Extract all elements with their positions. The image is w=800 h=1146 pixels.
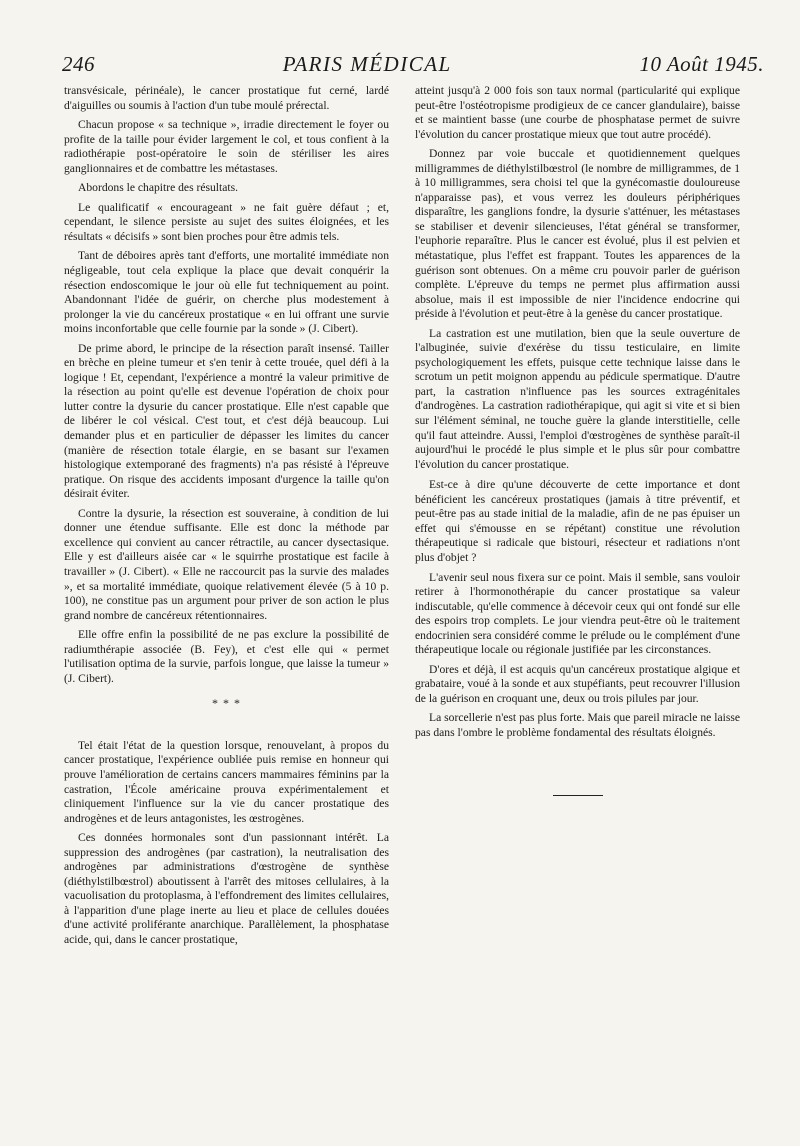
right-column xyxy=(415,84,740,796)
end-rule xyxy=(553,795,603,796)
journal-title: PARIS MÉDICAL xyxy=(282,52,452,76)
paragraph: Ces données hormonales sont d'un passionnant intérêt. La suppression des androgènes (par castration), la neutralisation des androgènes par administrations d'œstrogène de synthèse (diéthylstilbœstrol) aboutissent à l'arrêt des mitoses cellulaires, à la vacuolisation du protoplasma, à l'effondrement des limites cellulaires, à l'apparition d'une plage inerte au lieu et place de cellules douées d'une activité proliférante anarchique. Parallèlement, la phosphatase acide, qui, dans le cancer prostatique, xyxy=(64,831,389,946)
paragraph: Est-ce à dire qu'une découverte de cette importance et dont bénéficient les cancéreux prostatiques (jamais à titre préventif, et peut-être pas au stade initial de la maladie, afin de ne pas épuiser un effet qui s'émousse en se répétant) constitue une révolution thérapeutique si radicale que bistouri, résecteur et radiations n'ont plus d'objet ? xyxy=(415,478,740,564)
running-header xyxy=(62,52,764,82)
paragraph: Contre la dysurie, la résection est souveraine, à condition de lui donner une étendue suffisante. Elle est donc la méthode par excellence qui convient au cancer rétractile, au cancer dysectasique. Elle y est d'ailleurs aisée car « le squirrhe prostatique est facile à travailler » (J. Cibert). « Elle ne raccourcit pas la survie des malades », et sa mortalité immédiate, quoique relativement élevée (5 à 10 p. 100), ne constitue pas un argument pour priver de son action le plus grand nombre de cancéreux rétentionnaires. xyxy=(64,506,389,622)
paragraph: Tel était l'état de la question lorsque, renouvelant, à propos du cancer prostatique, l'expérience oubliée puis remise en honneur qui prouve l'amélioration de certains cancers mammaires féminins par la castration, l'École américaine prouva expérimentalement et cliniquement l'influence sur la vie du cancer prostatique des androgènes et de leurs antagonistes, les œstrogènes. xyxy=(64,738,389,825)
paragraph: La sorcellerie n'est pas plus forte. Mais que pareil miracle ne laisse pas dans l'ombre le problème fondamental des résultats éloignés. xyxy=(415,711,740,739)
paragraph: Chacun propose « sa technique », irradie directement le foyer ou profite de la taille pour évider largement le col, et tous confient à la radiothérapie post-opératoire le soin de stériliser les aires ganglionnaires et de combattre les métastases. xyxy=(64,118,389,175)
page-number: 246 xyxy=(62,52,95,76)
paragraph: De prime abord, le principe de la résection paraît insensé. Tailler en brèche en pleine tumeur et s'en tenir à cette trouée, quel défi à la logique ! Et, cependant, l'expérience a montré la valeur primitive de la résection au point qu'elle est devenue l'opération de choix pour lutter contre la dysurie du cancer prostatique. Elle n'est capable que de libérer le col vésical. C'est tout, et c'est déjà beaucoup. Lui demander plus et en particulier de dépasser les limites du cancer (manière de résection totale élargie, en se basant sur l'examen histologique extemporané des fragments) n'a pas résisté à l'épreuve pratique. On risque des accidents imposant d'urgence la taille qu'on désirait éviter. xyxy=(64,341,389,501)
paragraph: atteint jusqu'à 2 000 fois son taux normal (particularité qui explique peut-être l'ostéotropisme prodigieux de ce cancer glandulaire), baisse et se maintient basse (une courbe de phosphatase permet de suivre l'évolution du cancer prostatique mieux que tout autre procédé). xyxy=(415,84,740,141)
paragraph: Donnez par voie buccale et quotidiennement quelques milligrammes de diéthylstilbœstrol (le nombre de milligrammes, de 1 à 10 milligrammes, sera choisi tel que la gynécomastie douloureuse n'apparaisse pas), et vous verrez les douleurs périphériques disparaître, les ganglions fondre, la dysurie s'atténuer, les métastases se stabiliser et devenir silencieuses, l'état général se transformer, l'euphorie reparaître. Plus le cancer est évolué, plus il est pelvien et métastatique, plus l'effet est frappant. Toutes les apparences de la guérison sont obtenues. On a même cru pouvoir parler de guérison complète. L'épreuve du temps ne permet plus affirmation aussi absolue, mais il est impossible de nier l'incidence endocrine qui préside à l'évolution et peut-être à la genèse du cancer prostatique. xyxy=(415,147,740,321)
paragraph: Elle offre enfin la possibilité de ne pas exclure la possibilité de radiumthérapie associée (B. Fey), et c'est elle qui « permet l'utilisation optima de la survie, parfois longue, que laisse la tumeur » (J. Cibert). xyxy=(64,628,389,685)
issue-date: 10 Août 1945. xyxy=(639,52,764,76)
paragraph: La castration est une mutilation, bien que la seule ouverture de l'albuginée, suivie d'exérèse du tissu testiculaire, en limite psychologiquement les effets, puisque cette technique laisse dans le scrotum un petit moignon appendu au pédicule spermatique. D'autre part, la castration n'influence pas les sources extragénitales d'androgènes. La castration radiothérapique, qui agit si vite et si bien sur l'élément séminal, ne touche guère la glande interstitielle, celle qu'il faut atteindre. Aussi, l'emploi d'œstrogènes de synthèse paraît-il aujourd'hui le procédé le plus simple et le plus sûr pour combattre l'évolution du cancer prostatique. xyxy=(415,326,740,471)
paragraph: Le qualificatif « encourageant » ne fait guère défaut ; et, cependant, le silence persiste au sujet des suites éloignées, et les résultats « décisifs » sont bien proches pour être admis tels. xyxy=(64,200,389,243)
left-column xyxy=(64,84,389,953)
paragraph: transvésicale, périnéale), le cancer prostatique fut cerné, lardé d'aiguilles ou soumis à l'action d'un tube moulé prérectal. xyxy=(64,84,389,112)
section-asterism: * * * xyxy=(212,696,241,711)
paragraph: Abordons le chapitre des résultats. xyxy=(78,181,239,195)
paragraph: L'avenir seul nous fixera sur ce point. Mais il semble, sans vouloir retirer à l'hormonothérapie du cancer prostatique sa valeur indiscutable, qu'elle commence à décevoir ceux qui ont fondé sur elle des espoirs trop complets. Le jour viendra peut-être où le traitement endocrinien sera considéré comme le prélude ou le complément d'une thérapeutique locale ou régionale justifiée par les circonstances. xyxy=(415,570,740,657)
paragraph: Tant de déboires après tant d'efforts, une mortalité immédiate non négligeable, tout cela explique la place que devait conquérir la résection endoscomique le jour où elle fut techniquement au point. Abandonnant l'idée de guérir, on cherche plus modestement à prolonger la vie du cancéreux prostatique « en lui offrant une survie moins inconfortable que celle fournie par la sonde » (J. Cibert). xyxy=(64,249,389,336)
paragraph: D'ores et déjà, il est acquis qu'un cancéreux prostatique algique et grabataire, voué à la sonde et aux stupéfiants, peut recouvrer l'illusion de la guérison en croquant une, deux ou trois pilules par jour. xyxy=(415,662,740,705)
